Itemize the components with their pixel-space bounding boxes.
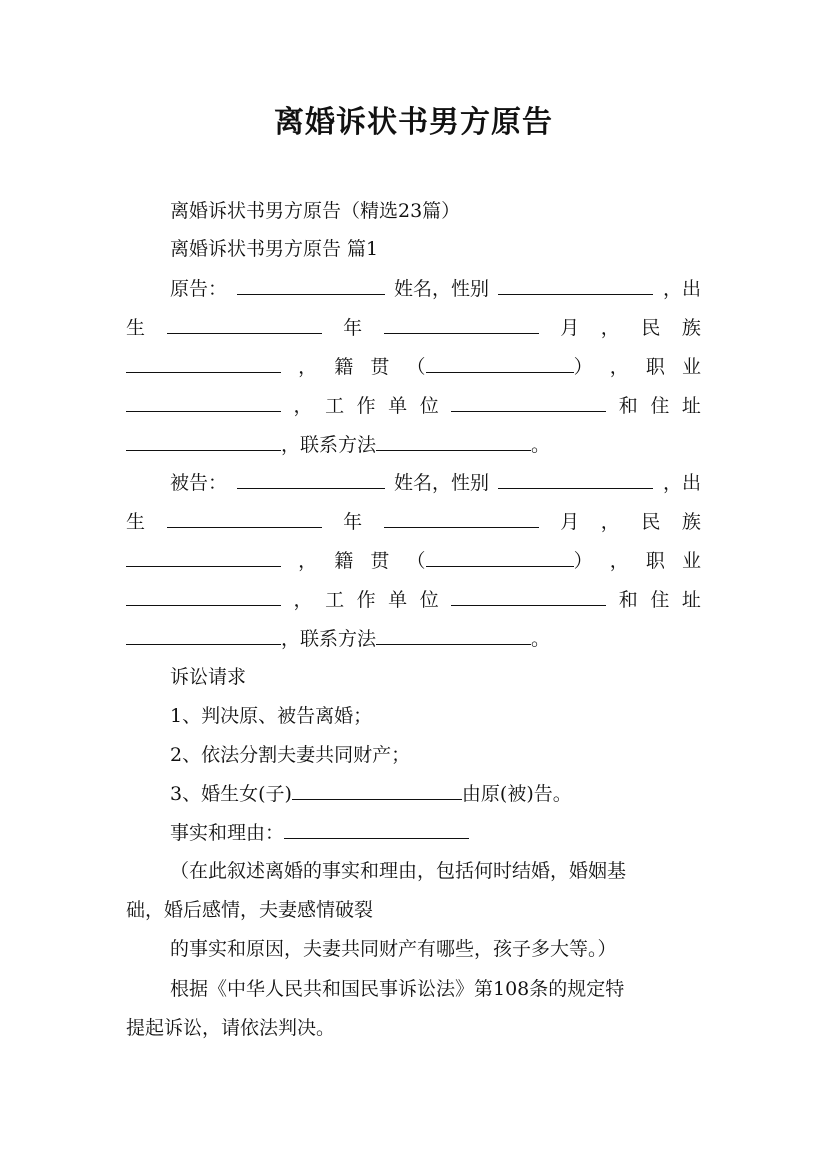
defendant-contact: ，联系方法 (281, 628, 377, 650)
defendant-birth-year-blank (167, 509, 322, 528)
defendant-birth-month-blank (384, 509, 539, 528)
plaintiff-contact-blank (376, 432, 531, 451)
defendant-dan: 单 (388, 589, 408, 611)
plaintiff-sheng: 生 (126, 317, 146, 339)
plaintiff-paren-open: （ (406, 356, 426, 378)
defendant-min: 民 (641, 511, 661, 533)
defendant-name-gender: 姓名，性别 (393, 472, 489, 494)
plaintiff-name-gender: 姓名，性别 (393, 278, 489, 300)
plaintiff-line-5 (126, 432, 550, 458)
claims-heading: 诉讼请求 (170, 666, 247, 688)
document-title: 离婚诉状书男方原告 (274, 105, 553, 140)
defendant-chu: ，出 (662, 472, 701, 494)
facts-line (170, 820, 469, 846)
claim-item-3-suffix: 由原(被)告。 (461, 783, 572, 805)
defendant-occupation-blank (126, 587, 281, 606)
defendant-label: 被告： (170, 472, 228, 494)
plaintiff-guan: 贯 (370, 356, 390, 378)
defendant-period: 。 (531, 628, 551, 650)
defendant-paren-open: （ (406, 550, 426, 572)
defendant-comma: ， (293, 589, 313, 611)
plaintiff-period: 。 (531, 434, 551, 456)
defendant-contact-blank (376, 626, 531, 645)
defendant-line-4 (126, 587, 701, 613)
defendant-comma: ， (609, 550, 629, 572)
plaintiff-blank (237, 276, 385, 295)
plaintiff-line-4 (126, 393, 701, 419)
plaintiff-workplace-blank (451, 393, 606, 412)
defendant-zhi2: 址 (681, 589, 701, 611)
defendant-ji: 籍 (334, 550, 354, 572)
defendant-origin-blank (426, 548, 574, 567)
plaintiff-nian: 年 (343, 317, 363, 339)
closing-line-2: 提起诉讼，请依法判决。 (126, 1017, 336, 1039)
defendant-sheng: 生 (126, 511, 146, 533)
plaintiff-zhu: 住 (650, 395, 670, 417)
defendant-nian: 年 (343, 511, 363, 533)
plaintiff-min: 民 (641, 317, 661, 339)
plaintiff-comma: ， (298, 356, 318, 378)
plaintiff-yue: 月 (560, 317, 580, 339)
plaintiff-he: 和 (618, 395, 638, 417)
closing-line-1: 根据《中华人民共和国民事诉讼法》第108条的规定特 (170, 978, 625, 1000)
defendant-yue: 月 (560, 511, 580, 533)
defendant-wei: 位 (419, 589, 439, 611)
defendant-line-5 (126, 626, 550, 652)
plaintiff-origin-blank (426, 354, 574, 373)
plaintiff-ji: 籍 (334, 356, 354, 378)
plaintiff-ye: 业 (681, 356, 701, 378)
plaintiff-line-1 (170, 276, 701, 302)
defendant-comma: ， (298, 550, 318, 572)
plaintiff-comma: ， (293, 395, 313, 417)
facts-note-line-3: 的事实和原因，夫妻共同财产有哪些，孩子多大等。） (170, 938, 617, 960)
defendant-gender-blank (498, 470, 653, 489)
plaintiff-gender-blank (498, 276, 653, 295)
plaintiff-zu: 族 (681, 317, 701, 339)
custody-blank (292, 781, 462, 800)
plaintiff-address-blank (126, 432, 281, 451)
defendant-line-1 (170, 470, 701, 496)
defendant-address-blank (126, 626, 281, 645)
defendant-zu: 族 (681, 511, 701, 533)
facts-note-line-2: 础，婚后感情，夫妻感情破裂 (126, 899, 374, 921)
defendant-zhi: 职 (645, 550, 665, 572)
plaintiff-comma: ， (609, 356, 629, 378)
plaintiff-comma: ， (600, 317, 620, 339)
defendant-origin-group (407, 548, 593, 574)
claim-item-2: 2、依法分割夫妻共同财产； (170, 744, 411, 766)
defendant-workplace-blank (451, 587, 606, 606)
plaintiff-origin-group (407, 354, 593, 380)
plaintiff-zhi2: 址 (681, 395, 701, 417)
plaintiff-gong: 工 (325, 395, 345, 417)
plaintiff-chu: ，出 (662, 278, 701, 300)
facts-note-line-1: （在此叙述离婚的事实和理由，包括何时结婚，婚姻基 (170, 860, 627, 882)
plaintiff-paren-close: ） (573, 356, 593, 378)
claim-item-1: 1、判决原、被告离婚； (170, 705, 373, 727)
plaintiff-dan: 单 (388, 395, 408, 417)
defendant-comma: ， (600, 511, 620, 533)
defendant-gong: 工 (325, 589, 345, 611)
defendant-blank (237, 470, 385, 489)
claim-item-3 (170, 781, 572, 807)
plaintiff-line-3 (126, 354, 701, 380)
defendant-zhu: 住 (650, 589, 670, 611)
plaintiff-zhi: 职 (645, 356, 665, 378)
plaintiff-birth-year-blank (167, 315, 322, 334)
defendant-ethnicity-blank (126, 548, 281, 567)
plaintiff-occupation-blank (126, 393, 281, 412)
defendant-line-3 (126, 548, 701, 574)
defendant-line-2 (126, 509, 701, 535)
intro-line: 离婚诉状书男方原告（精选23篇） (170, 200, 461, 222)
defendant-guan: 贯 (370, 550, 390, 572)
plaintiff-wei: 位 (419, 395, 439, 417)
claim-item-3-prefix: 3、婚生女(子) (170, 783, 292, 805)
defendant-zuo: 作 (356, 589, 376, 611)
plaintiff-line-2 (126, 315, 701, 341)
plaintiff-ethnicity-blank (126, 354, 281, 373)
defendant-he: 和 (618, 589, 638, 611)
defendant-ye: 业 (681, 550, 701, 572)
section-heading: 离婚诉状书男方原告 篇1 (170, 238, 379, 260)
plaintiff-zuo: 作 (356, 395, 376, 417)
plaintiff-birth-month-blank (384, 315, 539, 334)
plaintiff-contact: ，联系方法 (281, 434, 377, 456)
facts-label: 事实和理由： (170, 822, 285, 844)
facts-blank (284, 820, 469, 839)
defendant-paren-close: ） (573, 550, 593, 572)
plaintiff-label: 原告： (170, 278, 228, 300)
